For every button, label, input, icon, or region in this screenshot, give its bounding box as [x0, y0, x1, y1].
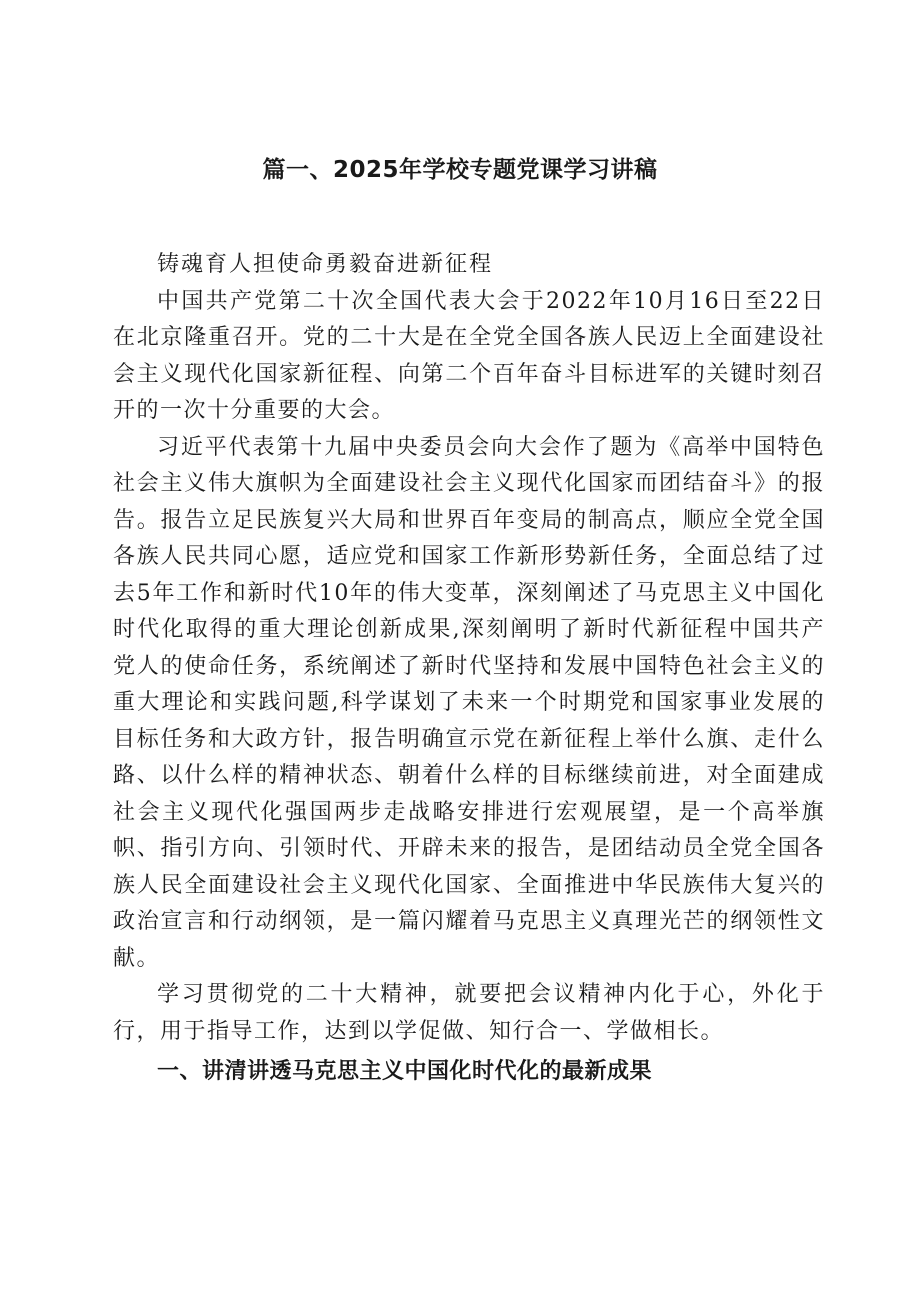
document-body [113, 247, 825, 1092]
paragraph-study-goal: 学习贯彻党的二十大精神，就要把会议精神内化于心，外化于行，用于指导工作，达到以学促做、知行合一、学做相长。 [113, 982, 825, 1044]
document-title: 篇一、2025年学校专题党课学习讲稿 [262, 157, 658, 183]
paragraph-report-summary: 习近平代表第十九届中央委员会向大会作了题为《高举中国特色社会主义伟大旗帜为全面建设社会主义现代化国家而团结奋斗》的报告。报告立足民族复兴大局和世界百年变局的制高点，顺应全党全国各族人民共同心愿，适应党和国家工作新形势新任务，全面总结了过去5年工作和新时代10年的伟大变革，深刻阐述了马克思主义中国化时代化取得的重大理论创新成果,深刻阐明了新时代新征程中国共产党人的使命任务，系统阐述了新时代坚持和发展中国特色社会主义的重大理论和实践问题,科学谋划了未来一个时期党和国家事业发展的目标任务和大政方针，报告明确宣示党在新征程上举什么旗、走什么路、以什么样的精神状态、朝着什么样的目标继续前进，对全面建成社会主义现代化强国两步走战略安排进行宏观展望，是一个高举旗帜、指引方向、引领时代、开辟未来的报告，是团结动员全党全国各族人民全面建设社会主义现代化国家、全面推进中华民族伟大复兴的政治宣言和行动纲领，是一篇闪耀着马克思主义真理光芒的纲领性文献。 [113, 434, 825, 971]
subtitle-paragraph: 铸魂育人担使命勇毅奋进新征程 [157, 252, 494, 277]
section-heading: 一、讲清讲透马克思主义中国化时代化的最新成果 [157, 1059, 653, 1084]
paragraph-congress-intro: 中国共产党第二十次全国代表大会于2022年10月16日至22日在北京隆重召开。党的二十大是在全党全国各族人民迈上全面建设社会主义现代化国家新征程、向第二个百年奋斗目标进军的关键时刻召开的一次十分重要的大会。 [113, 288, 825, 423]
